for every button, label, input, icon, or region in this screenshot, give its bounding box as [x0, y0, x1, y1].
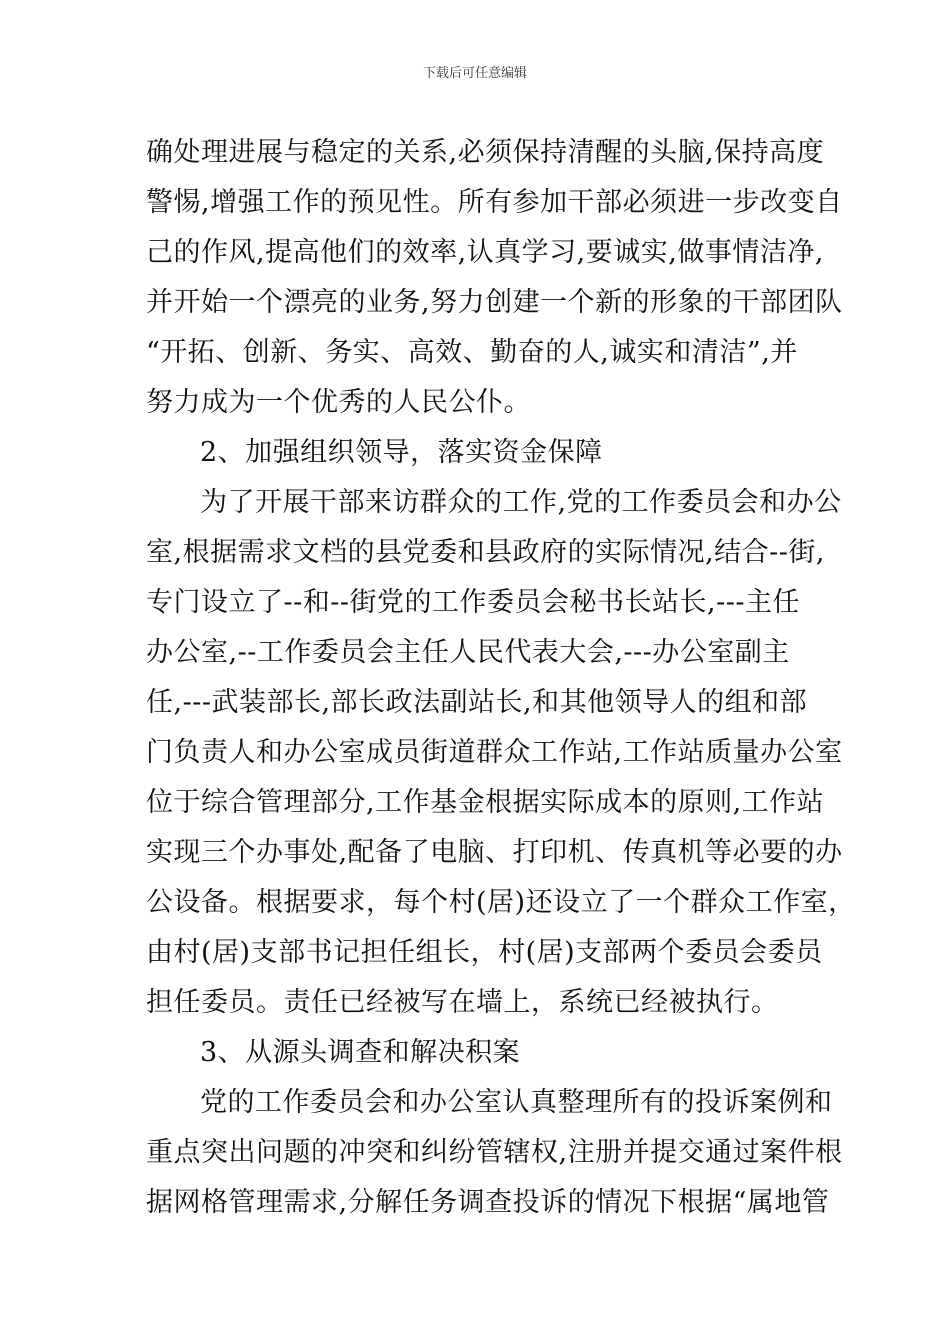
- text-line-12: 任,---武装部长,部长政法副站长,和其他领导人的组和部: [146, 687, 808, 718]
- document-body: [146, 128, 856, 1228]
- text-line-13: 门负责人和办公室成员街道群众工作站,工作站质量办公室: [146, 737, 843, 768]
- text-line-10: 专门设立了--和--街党的工作委员会秘书长站长,---主任: [146, 587, 800, 618]
- text-line-17: 由村(居)支部书记担任组长，村(居)支部两个委员会委员: [146, 937, 823, 968]
- section-heading-2: 2、加强组织领导，落实资金保障: [200, 437, 603, 468]
- text-line-20: 党的工作委员会和办公室认真整理所有的投诉案例和: [200, 1087, 833, 1118]
- section-heading-3: 3、从源头调查和解决积案: [200, 1037, 521, 1068]
- text-line-2: 警惕,增强工作的预见性。所有参加干部必须进一步改变自: [146, 187, 843, 218]
- text-line-9: 室,根据需求文档的县党委和县政府的实际情况,结合--街,: [146, 537, 825, 568]
- text-line-1: 确处理进展与稳定的关系,必须保持清醒的头脑,保持高度: [146, 137, 825, 168]
- text-line-5: “开拓、创新、务实、高效、勤奋的人,诚实和清洁”,并: [146, 337, 798, 368]
- text-line-18: 担任委员。责任已经被写在墙上，系统已经被执行。: [146, 987, 779, 1018]
- text-line-21: 重点突出问题的冲突和纠纷管辖权,注册并提交通过案件根: [146, 1137, 843, 1168]
- text-line-3: 己的作风,提高他们的效率,认真学习,要诚实,做事情洁净,: [146, 237, 824, 268]
- text-line-6: 努力成为一个优秀的人民公仆。: [146, 387, 531, 418]
- text-line-16: 公设备。根据要求，每个村(居)还设立了一个群众工作室，: [146, 887, 856, 918]
- text-line-4: 并开始一个漂亮的业务,努力创建一个新的形象的干部团队: [146, 287, 843, 318]
- page-header: 下载后可任意编辑: [422, 66, 527, 81]
- text-line-15: 实现三个办事处,配备了电脑、打印机、传真机等必要的办: [146, 837, 843, 868]
- text-line-11: 办公室,--工作委员会主任人民代表大会,---办公室副主: [146, 637, 790, 668]
- text-line-22: 据网格管理需求,分解任务调查投诉的情况下根据“属地管: [146, 1187, 830, 1218]
- text-line-14: 位于综合管理部分,工作基金根据实际成本的原则,工作站: [146, 787, 825, 818]
- text-line-8: 为了开展干部来访群众的工作,党的工作委员会和办公: [200, 487, 842, 518]
